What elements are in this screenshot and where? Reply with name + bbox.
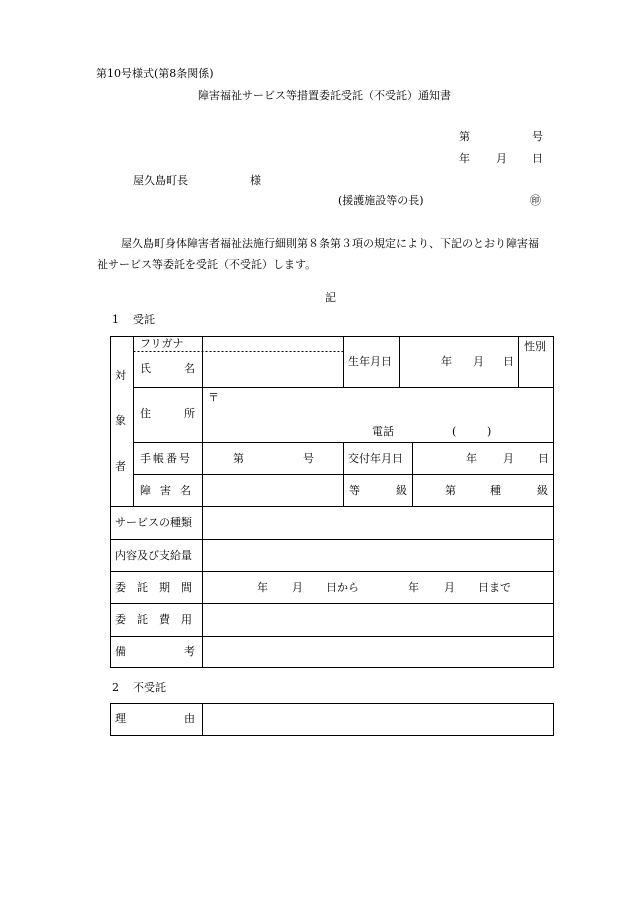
form-number: 第10号様式(第8条関係) <box>96 67 214 80</box>
birth-year: 年 <box>441 355 452 368</box>
issue-month: 月 <box>503 452 514 465</box>
gender-label: 性別 <box>524 340 546 353</box>
subject-char-2: 象 <box>115 414 126 427</box>
subject-char-1: 対 <box>115 369 126 382</box>
seal-mark: ㊞ <box>530 194 541 207</box>
period-from-year: 年 <box>257 581 268 594</box>
remarks-label: 備 考 <box>115 645 195 658</box>
birth-label: 生年月日 <box>348 355 392 368</box>
addressee-name: 屋久島町長 <box>133 174 188 187</box>
address-label: 住 所 <box>140 407 195 420</box>
body-text-line1: 屋久島町身体障害者福祉法施行細則第８条第３項の規定により、下記のとおり障害福 <box>121 237 539 250</box>
issue-label: 交付年月日 <box>348 452 403 465</box>
doc-date-month: 月 <box>496 152 507 165</box>
period-from-month: 月 <box>292 581 303 594</box>
cost-label: 委託費用 <box>115 613 203 626</box>
type-kyu: 級 <box>537 484 548 497</box>
postal-mark: 〒 <box>208 391 219 404</box>
birth-day: 日 <box>503 355 514 368</box>
service-type-label: サービスの種類 <box>115 516 192 529</box>
section2-number: 2 <box>112 681 119 694</box>
period-to-year: 年 <box>408 581 419 594</box>
document-title: 障害福祉サービス等措置委託受託（不受託）通知書 <box>198 89 451 102</box>
phone-paren-open: ( <box>452 425 457 438</box>
doc-date-day: 日 <box>532 152 543 165</box>
techo-dai: 第 <box>233 452 244 465</box>
section1-label: 受託 <box>133 313 155 326</box>
phone-label: 電話 <box>372 425 394 438</box>
phone-paren-close: ) <box>487 425 492 438</box>
disability-label: 障害名 <box>140 484 200 497</box>
period-from-day: 日から <box>326 581 359 594</box>
body-text-line2: 祉サービス等委託を受託（不受託）します。 <box>97 258 317 271</box>
furigana-label: フリガナ <box>140 337 184 350</box>
grade-kyu: 級 <box>396 484 407 497</box>
sender-title: (援護施設等の長) <box>338 194 424 207</box>
subject-char-3: 者 <box>115 460 126 473</box>
doc-date-year: 年 <box>459 152 470 165</box>
techo-gou: 号 <box>303 452 314 465</box>
period-to-month: 月 <box>444 581 455 594</box>
grade-tou: 等 <box>349 484 360 497</box>
period-label: 委託期間 <box>115 581 203 594</box>
doc-number-dai: 第 <box>459 130 470 143</box>
reason-label: 理 由 <box>115 712 195 725</box>
ki-heading: 記 <box>325 291 336 304</box>
type-dai: 第 <box>445 484 456 497</box>
period-to-day: 日まで <box>478 581 511 594</box>
birth-month: 月 <box>473 355 484 368</box>
section1-number: 1 <box>112 313 119 326</box>
section2-label: 不受託 <box>133 681 166 694</box>
doc-number-gou: 号 <box>532 130 543 143</box>
type-shu: 種 <box>490 484 501 497</box>
addressee-honorific: 様 <box>250 174 261 187</box>
amount-label: 内容及び支給量 <box>115 549 192 562</box>
techo-label: 手帳番号 <box>140 452 192 465</box>
name-label: 氏 名 <box>140 362 195 375</box>
issue-day: 日 <box>538 452 549 465</box>
issue-year: 年 <box>466 452 477 465</box>
